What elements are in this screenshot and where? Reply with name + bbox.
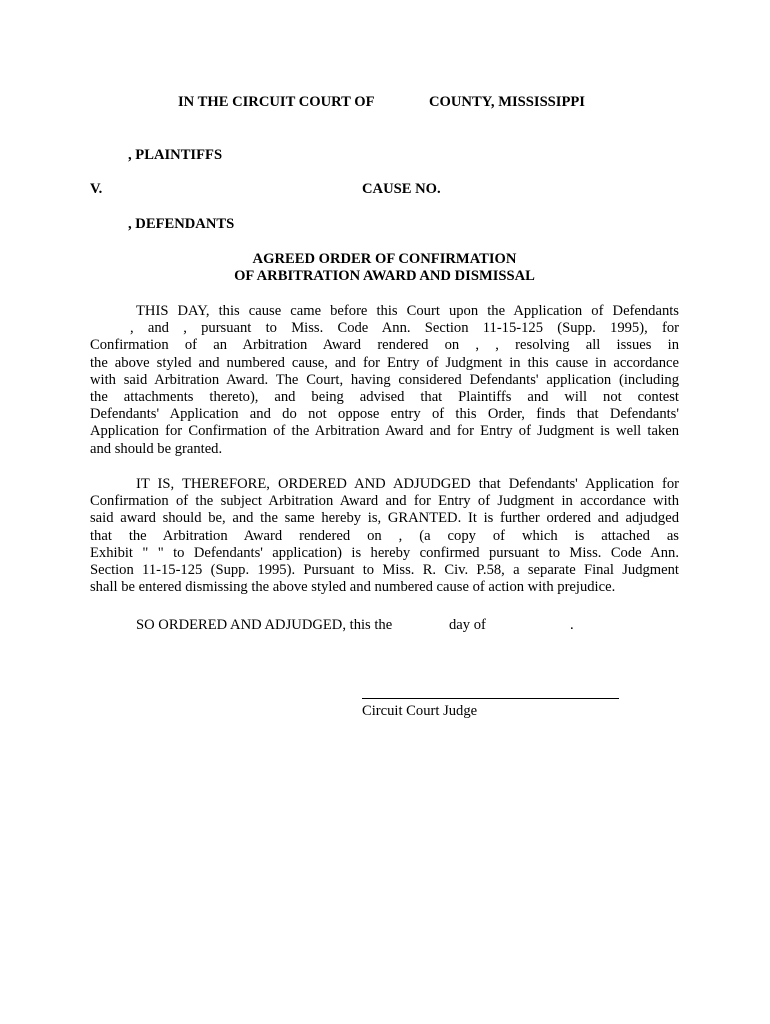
paragraph-line: shall be entered dismissing the above styled and numbered cause of action with prejudice. bbox=[90, 579, 616, 596]
paragraph-line: THIS DAY, this cause came before this Court upon the Application of Defendants bbox=[136, 303, 679, 319]
defendants-label: , DEFENDANTS bbox=[128, 216, 235, 232]
paragraph-order bbox=[90, 476, 679, 596]
paragraph-line: and should be granted. bbox=[90, 440, 223, 457]
cause-number-label: CAUSE NO. bbox=[362, 181, 441, 197]
paragraph-line: , and , pursuant to Miss. Code Ann. Section 11-15-125 (Supp. 1995), for bbox=[130, 320, 679, 337]
day-of-text: day of bbox=[449, 617, 486, 633]
paragraph-line: the above styled and numbered cause, and for Entry of Judgment in this cause in accordance bbox=[90, 354, 679, 371]
paragraph-line: the attachments thereto), and being advised that Plaintiffs and will not contest bbox=[90, 388, 679, 405]
paragraph-line: Confirmation of an Arbitration Award rendered on , , resolving all issues in bbox=[90, 337, 679, 354]
paragraph-line: Exhibit " " to Defendants' application) is hereby confirmed pursuant to Miss. Code Ann. bbox=[90, 544, 679, 561]
court-name-left: IN THE CIRCUIT COURT OF bbox=[178, 94, 375, 110]
paragraph-line: Section 11-15-125 (Supp. 1995). Pursuant to Miss. R. Civ. P.58, a separate Final Judgment bbox=[90, 561, 679, 578]
paragraph-line: IT IS, THEREFORE, ORDERED AND ADJUDGED that Defendants' Application for bbox=[136, 476, 679, 492]
court-name-right: COUNTY, MISSISSIPPI bbox=[429, 94, 585, 110]
judge-signature-label: Circuit Court Judge bbox=[362, 703, 478, 719]
paragraph-line: Defendants' Application and do not oppose entry of this Order, finds that Defendants' bbox=[90, 406, 679, 423]
paragraph-line: Application for Confirmation of the Arbitration Award and for Entry of Judgment is well taken bbox=[90, 423, 679, 440]
versus-label: V. bbox=[90, 181, 103, 197]
signature-line bbox=[362, 698, 619, 699]
so-ordered-text: SO ORDERED AND ADJUDGED, this the bbox=[136, 617, 393, 633]
paragraph-line: Confirmation of the subject Arbitration Award and for Entry of Judgment in accordance with bbox=[90, 493, 679, 510]
paragraph-application bbox=[90, 303, 679, 458]
document-title-line-1: AGREED ORDER OF CONFIRMATION bbox=[252, 251, 517, 267]
paragraph-line: said award should be, and the same hereby is, GRANTED. It is further ordered and adjudged bbox=[90, 510, 679, 527]
closing-period: . bbox=[570, 617, 574, 633]
plaintiffs-label: , PLAINTIFFS bbox=[128, 147, 223, 163]
document-title-line-2: OF ARBITRATION AWARD AND DISMISSAL bbox=[234, 268, 535, 284]
paragraph-line: with said Arbitration Award. The Court, having considered Defendants' application (including bbox=[90, 371, 679, 388]
paragraph-line: that the Arbitration Award rendered on , (a copy of which is attached as bbox=[90, 527, 679, 544]
